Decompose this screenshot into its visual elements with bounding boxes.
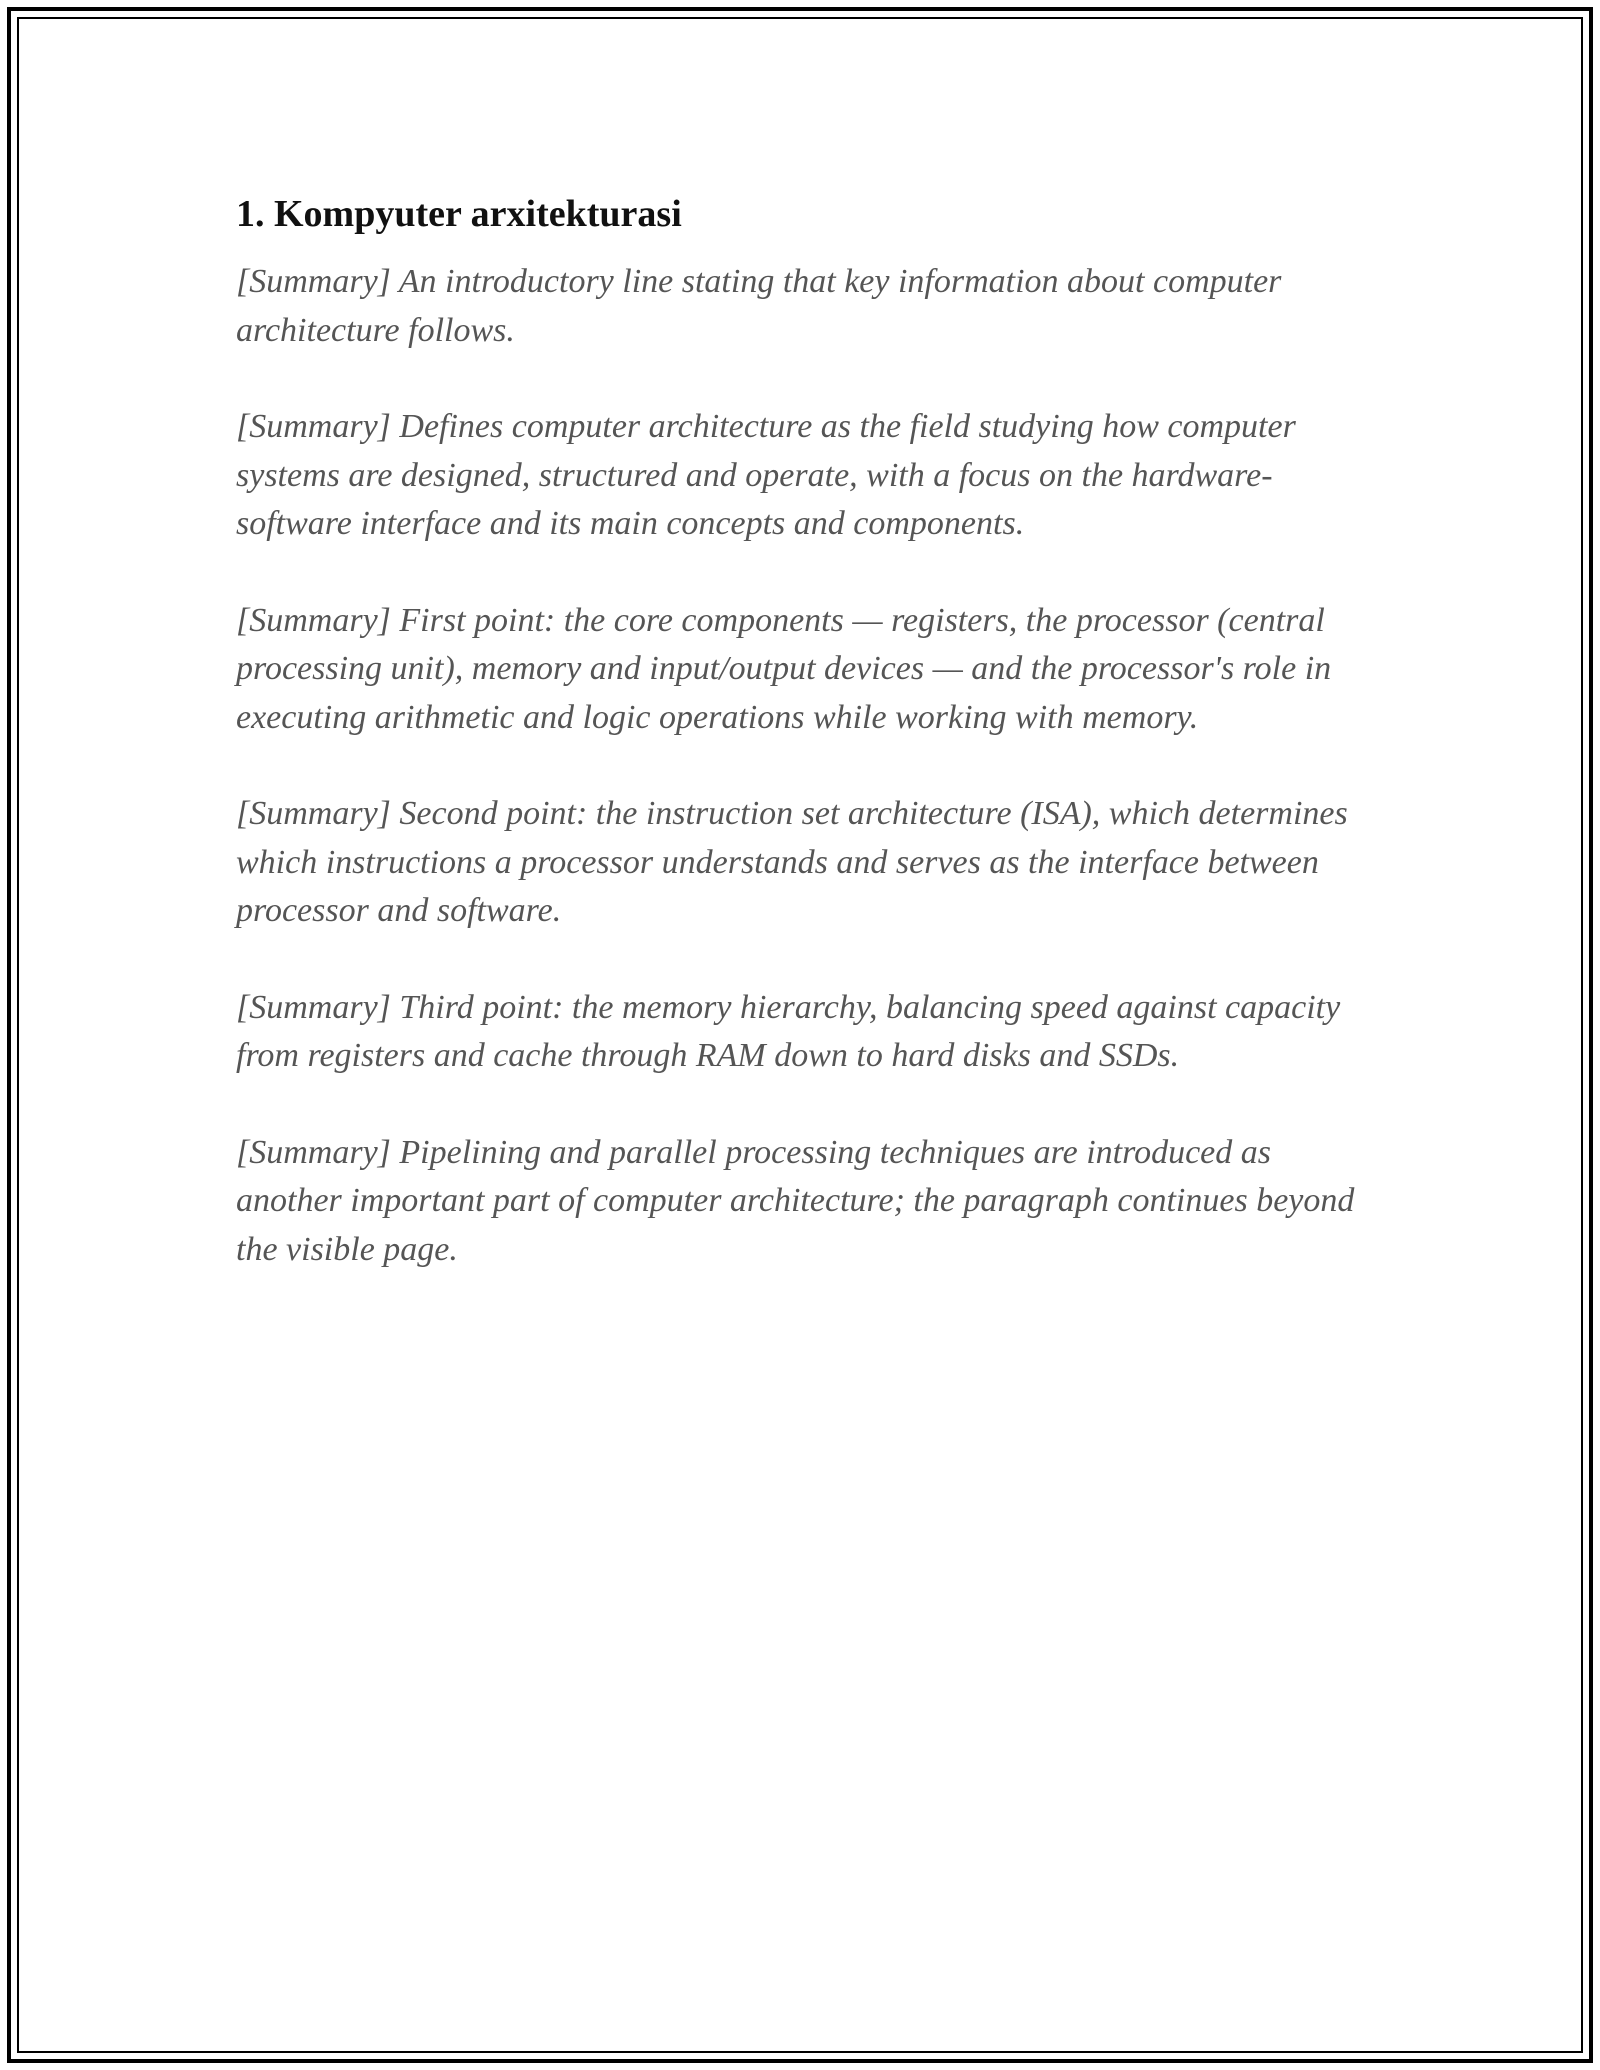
- paragraph-components: [Summary] First point: the core components — registers, the processor (central processing unit), memory and input/output devices — and the processor's role in executing arithmetic and logic operations while working with memory.: [236, 601, 1332, 736]
- paragraph-memory-hierarchy: [Summary] Third point: the memory hierarchy, balancing speed against capacity from registers and cache through RAM down to hard disks and SSDs.: [236, 988, 1341, 1074]
- paragraph-isa: [Summary] Second point: the instruction set architecture (ISA), which determines which instructions a processor understands and serves as the interface between processor and software.: [236, 795, 1348, 929]
- section-heading: 1. Kompyuter arxitekturasi: [236, 193, 682, 235]
- document-body: [236, 186, 1366, 1322]
- paragraph-intro: [Summary] An introductory line stating that key information about computer architecture follows.: [236, 263, 1282, 349]
- paragraph-definition: [Summary] Defines computer architecture as the field studying how computer systems are designed, structured and operate, with a focus on the hardware-software interface and its main concepts and components.: [236, 408, 1296, 542]
- paragraph-pipelining: [Summary] Pipelining and parallel processing techniques are introduced as another important part of computer architecture; the paragraph continues beyond the visible page.: [236, 1133, 1355, 1268]
